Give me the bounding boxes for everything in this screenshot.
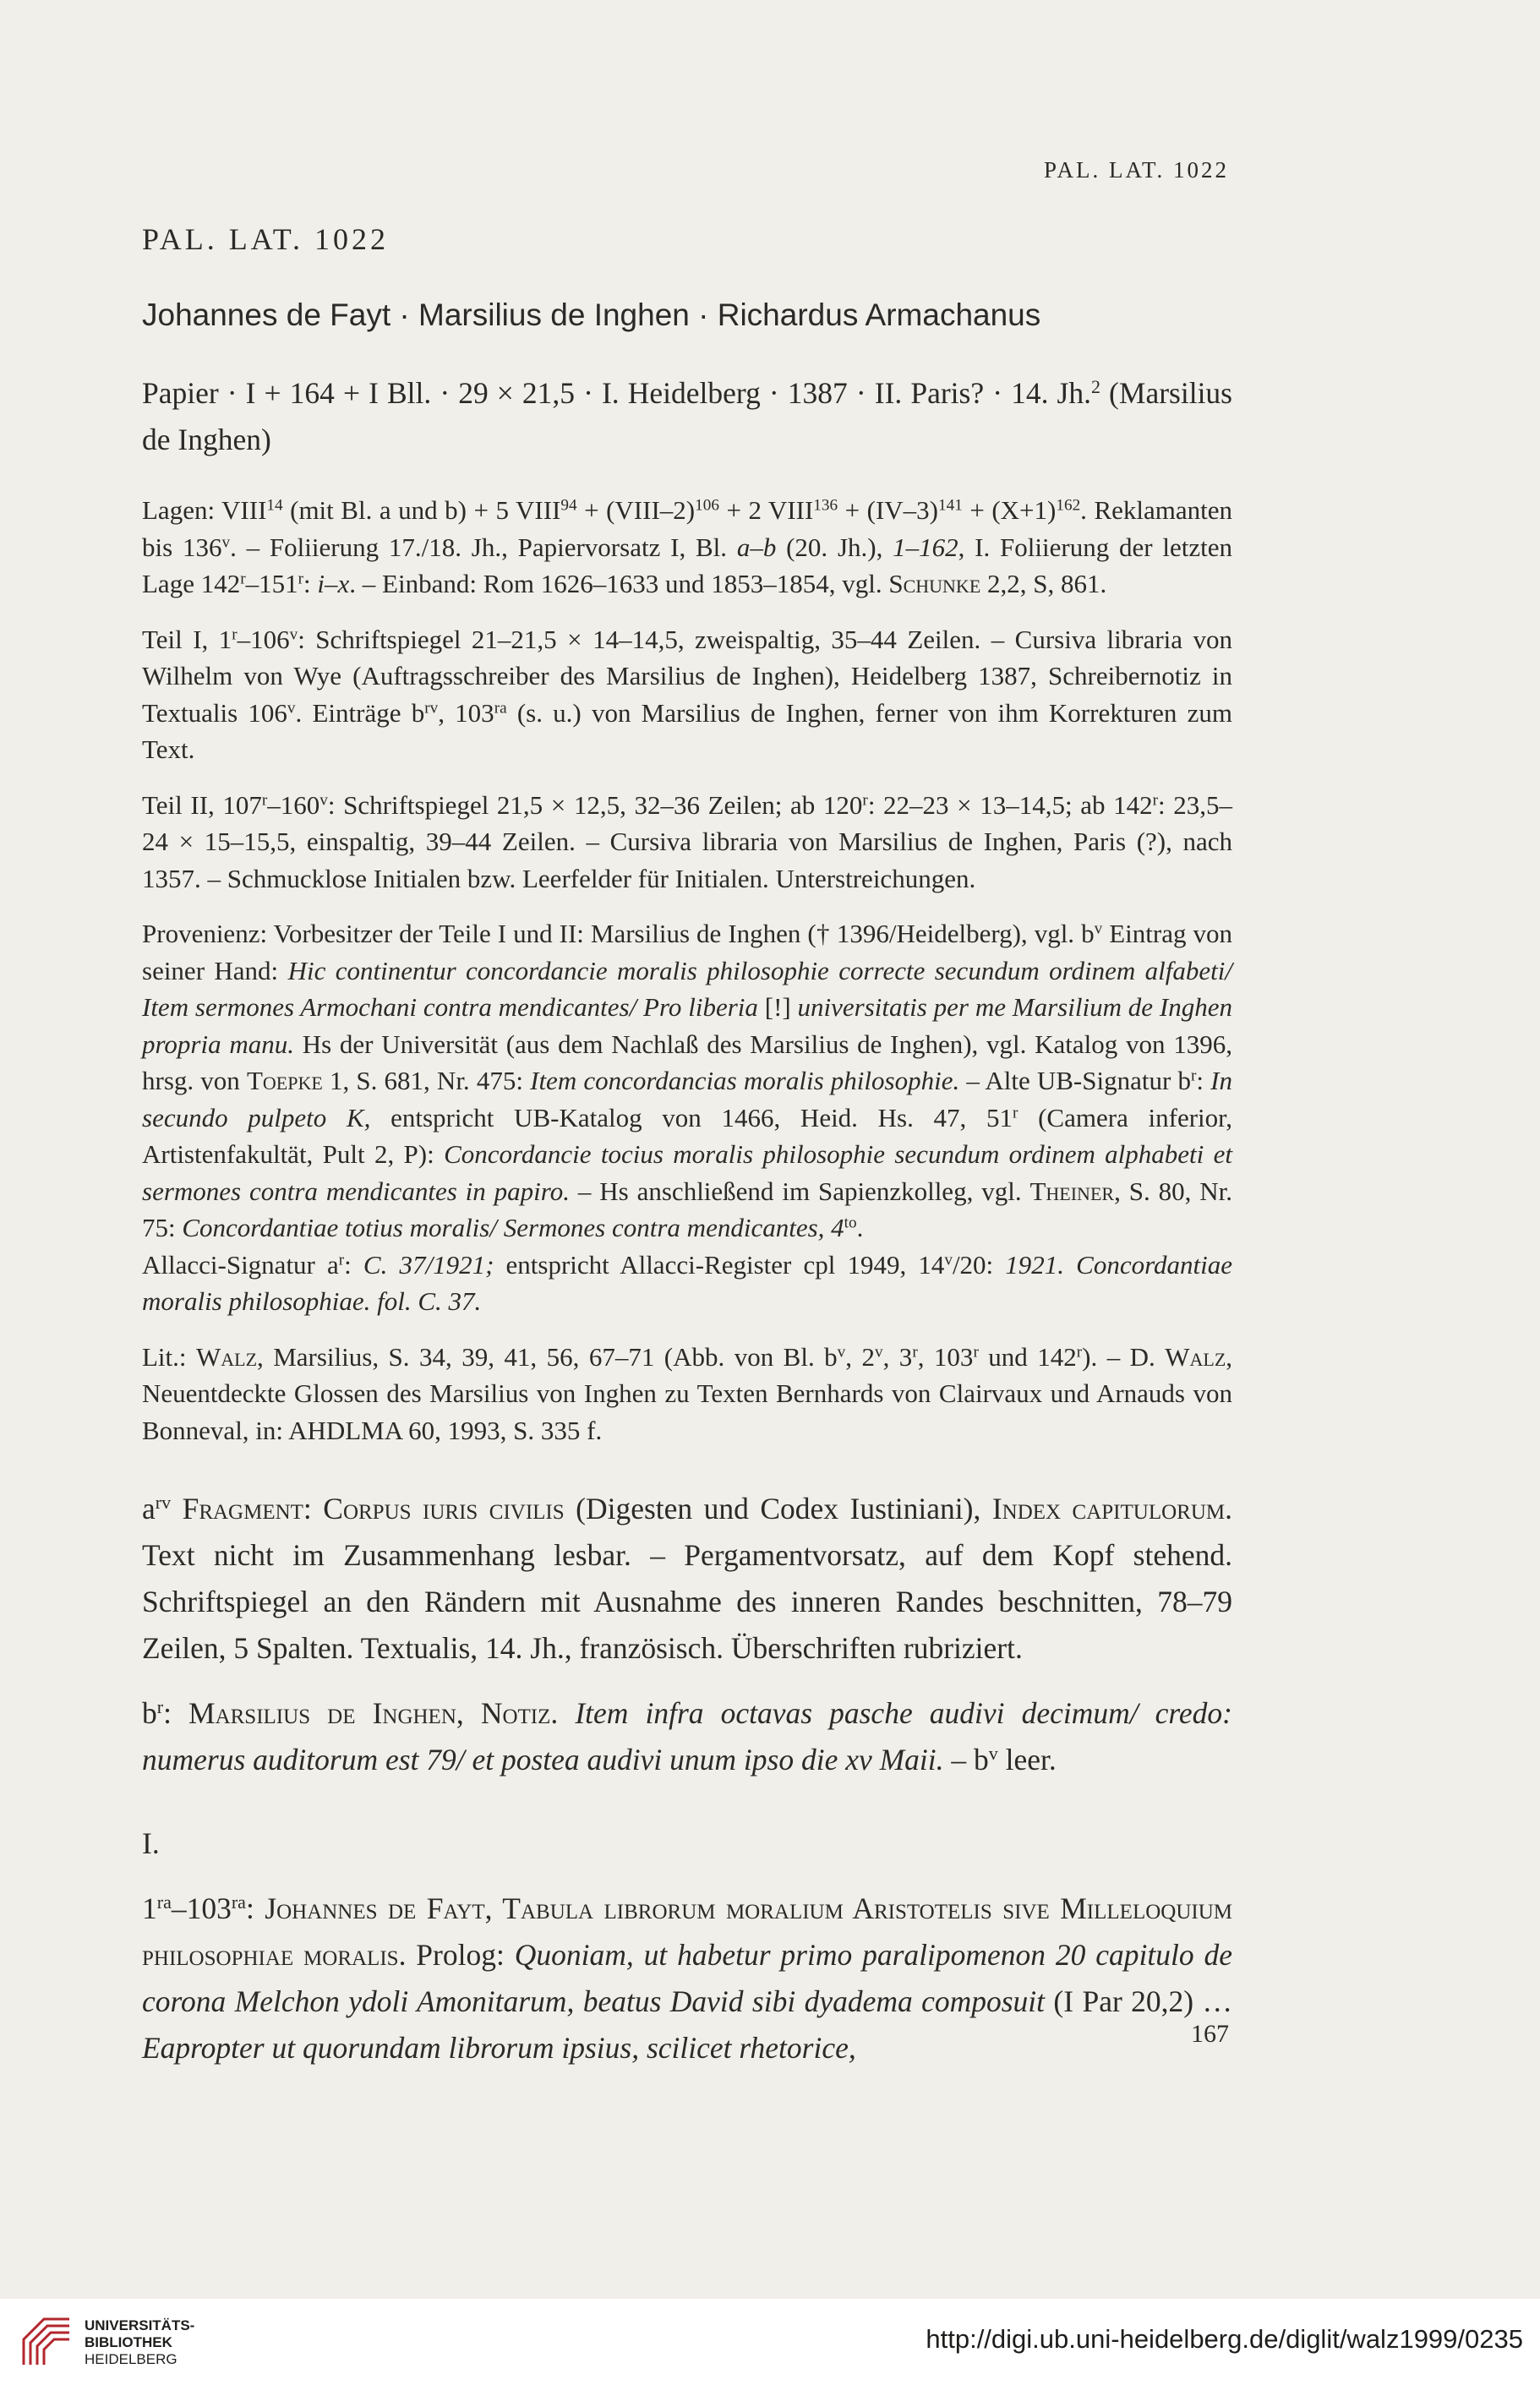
text: (Digesten und Codex Iustiniani),: [564, 1492, 992, 1525]
text: , S. 80, Nr. 75:: [142, 1176, 1232, 1242]
superscript: 14: [266, 496, 283, 515]
text: entspricht UB-Katalog von 1466, Heid. Hs. 47, 51: [370, 1102, 1013, 1132]
text: [!]: [757, 992, 798, 1022]
text: :: [344, 1249, 363, 1280]
text: – Hs anschließend im Sapienzkolleg, vgl.: [569, 1176, 1030, 1206]
text: Papier · I + 164 + I Bll. · 29 × 21,5 · I. Heidelberg · 1387 · II. Paris? · 14. Jh.: [142, 376, 1091, 410]
text: (Camera inferior, Artistenfakultät, Pult 2, P):: [142, 1102, 1232, 1169]
physical-description: [142, 370, 1232, 463]
superscript: r: [240, 570, 246, 588]
part-two-description: [142, 787, 1232, 898]
text: :: [1196, 1066, 1211, 1095]
superscript: 136: [813, 496, 838, 515]
superscript: r: [232, 625, 238, 643]
text: (Marsilius de Inghen): [142, 376, 1232, 456]
superscript: v: [287, 698, 296, 717]
content-fragment-a: [142, 1486, 1232, 1672]
text: . – Einband: Rom 1626–1633 und 1853–1854, vgl.: [349, 569, 889, 598]
superscript: 94: [560, 496, 577, 515]
text: :: [163, 1696, 189, 1730]
italic-text: a–b: [736, 532, 777, 562]
author-name: Schunke: [888, 569, 981, 598]
text: [171, 1492, 182, 1525]
superscript: rv: [155, 1491, 172, 1513]
text: entspricht Allacci-Register cpl 1949, 14: [494, 1249, 945, 1280]
work-title: Marsilius de Inghen, Notiz: [188, 1696, 551, 1730]
library-name-line: HEIDELBERG: [85, 2351, 177, 2367]
text: – b: [943, 1743, 989, 1776]
superscript: r: [338, 1250, 345, 1269]
text: : 22–23 × 13–14,5; ab 142: [867, 789, 1153, 820]
text: , I. Foliierung der letzten Lage 142: [142, 532, 1232, 598]
text: Teil II, 107: [142, 789, 262, 820]
superscript: ra: [231, 1891, 246, 1913]
superscript: v: [319, 790, 328, 809]
superscript: 162: [1056, 496, 1081, 515]
work-title: Johannes de Fayt, Tabula librorum moralium Aristotelis sive Milleloquium philosophiae moralis: [142, 1891, 1232, 1972]
text: Teil I, 1: [142, 624, 232, 654]
superscript: 2: [1090, 375, 1100, 397]
superscript: r: [1190, 1067, 1197, 1085]
text: , 2: [845, 1341, 875, 1372]
catalog-entry: [142, 370, 1232, 2071]
text: , 103: [917, 1341, 974, 1372]
superscript: v: [221, 532, 231, 551]
author-name: Theiner: [1029, 1176, 1115, 1206]
superscript: r: [1152, 790, 1159, 809]
text: . Text nicht im Zusammenhang lesbar. – Pergamentvorsatz, auf dem Kopf stehend. Schriftspiegel an den Rändern mit Ausnahme des inneren Randes beschnitten, 78–79 Zeilen, 5 Spalten. Textualis, 14. Jh., französisch. Überschriften rubriziert.: [142, 1492, 1232, 1665]
superscript: v: [988, 1742, 998, 1764]
superscript: v: [1094, 920, 1103, 938]
literature: [142, 1339, 1232, 1449]
text: . – Foliierung 17./18. Jh., Papiervorsatz I, Bl.: [230, 532, 737, 562]
page-number: 167: [1191, 2020, 1229, 2048]
italic-text: In secundo pulpeto K,: [142, 1066, 1232, 1132]
superscript: v: [944, 1250, 953, 1269]
text: , 3: [882, 1341, 913, 1372]
superscript: ra: [156, 1891, 172, 1913]
italic-text: Eapropter ut quorundam librorum ipsius, scilicet rhetorice,: [142, 2031, 856, 2065]
author-name: Walz: [1165, 1341, 1226, 1372]
italic-text: i–x: [317, 569, 350, 598]
italic-text: C. 37/1921;: [363, 1249, 494, 1280]
text: – Alte UB-Signatur b: [959, 1066, 1191, 1095]
text: :: [245, 1891, 265, 1925]
author-name: Toepke: [246, 1066, 323, 1095]
text: : Schriftspiegel 21–21,5 × 14–14,5, zweispaltig, 35–44 Zeilen. – Cursiva libraria von Wilhelm von Wye (Auftragsschreiber des Marsilius de Inghen), Heidelberg 1387, Schreibernotiz in Textualis 106: [142, 624, 1232, 728]
text: . Einträge b: [295, 697, 425, 728]
superscript: v: [874, 1342, 883, 1361]
library-logo-icon: [19, 2314, 74, 2370]
text: , Neuentdeckte Glossen des Marsilius von Inghen zu Texten Bernhards von Clairvaux und Arnauds von Bonneval, in: AHDLMA 60, 1993, S. 335 f.: [142, 1341, 1233, 1445]
text: a: [142, 1492, 156, 1525]
superscript: to: [844, 1214, 857, 1232]
text: + (VIII–2): [576, 495, 696, 525]
superscript: v: [837, 1342, 846, 1361]
text: (I Par 20,2) …: [1045, 1984, 1232, 2018]
superscript: r: [862, 790, 868, 809]
italic-text: Quoniam, ut habetur primo paralipomenon 20 capitulo de corona Melchon ydoli Amonitarum, beatus David sibi dyadema composuit: [142, 1938, 1232, 2018]
superscript: r: [912, 1342, 918, 1361]
text: –106: [237, 624, 290, 654]
work-title: Index capitulorum: [991, 1492, 1226, 1525]
text: –103: [171, 1891, 232, 1925]
author-name: Walz: [195, 1341, 258, 1372]
superscript: 141: [937, 496, 963, 515]
superscript: ra: [494, 698, 507, 717]
italic-text: Concordancie tocius moralis philosophie secundum ordinem alphabeti et sermones contra mendicantes in papiro.: [142, 1139, 1232, 1206]
text: /20:: [952, 1249, 1006, 1280]
text: –151: [245, 569, 298, 598]
italic-text: Item infra octavas pasche audivi decimum/ credo: numerus auditorum est 79/ et postea audivi unum ipso die xv Maii.: [142, 1696, 1232, 1776]
text: + (IV–3): [838, 495, 938, 525]
text: –160: [267, 789, 320, 820]
text: , Marsilius, S. 34, 39, 41, 56, 67–71 (Abb. von Bl. b: [257, 1341, 838, 1372]
italic-text: universitatis per me Marsilium de Inghen propria manu.: [142, 992, 1232, 1059]
superscript: v: [289, 625, 298, 643]
text: + 2 VIII: [718, 495, 814, 525]
text: + (X+1): [962, 495, 1057, 525]
allacci-signature: [142, 1247, 1232, 1320]
text: b: [142, 1696, 157, 1730]
library-name: [85, 2317, 194, 2368]
text: Provenienz: Vorbesitzer der Teile I und II: Marsilius de Inghen († 1396/Heidelberg), vgl. b: [142, 919, 1095, 948]
text: 2,2, S, 861.: [980, 569, 1107, 598]
text: (s. u.) von Marsilius de Inghen, ferner von ihm Korrekturen zum Text.: [142, 697, 1232, 764]
text: .: [550, 1696, 576, 1730]
superscript: r: [261, 790, 268, 809]
superscript: r: [1076, 1342, 1083, 1361]
text: Eintrag von seiner Hand:: [142, 919, 1232, 985]
text: 1, S. 681, Nr. 475:: [322, 1066, 531, 1095]
text: ). – D.: [1082, 1341, 1166, 1372]
text: .: [856, 1213, 864, 1242]
running-head: PAL. LAT. 1022: [1043, 157, 1229, 183]
source-url-link[interactable]: http://digi.ub.uni-heidelberg.de/diglit/walz1999/0235: [926, 2324, 1523, 2354]
superscript: 106: [695, 496, 719, 515]
superscript: r: [973, 1342, 979, 1361]
text: (mit Bl. a und b) + 5 VIII: [282, 495, 561, 525]
text: . Reklamanten bis 136: [142, 495, 1232, 562]
shelfmark: PAL. LAT. 1022: [142, 222, 390, 256]
page-title: Johannes de Fayt · Marsilius de Inghen · Richardus Armachanus: [142, 297, 1041, 332]
text: : 23,5–24 × 15–15,5, einspaltig, 39–44 Zeilen. – Cursiva libraria von Marsilius de Inghen, Paris (?), nach 1357. – Schmucklose Initialen bzw. Leerfelder für Initialen. Unterstreichungen.: [142, 789, 1232, 893]
italic-text: Concordantiae totius moralis/ Sermones contra mendicantes, 4: [182, 1213, 844, 1242]
superscript: r: [1013, 1103, 1018, 1122]
footer-bar: [0, 2299, 1540, 2385]
text: , 103: [438, 697, 494, 728]
italic-text: Hic continentur concordancie moralis philosophie correcte secundum ordinem alfabeti/ Item sermones Armochani contra mendicantes/ Pro liberia: [142, 955, 1232, 1022]
library-name-line: UNIVERSITÄTS-: [85, 2317, 195, 2333]
quire-description: [142, 492, 1232, 603]
text: (20. Jh.),: [776, 532, 893, 562]
text: :: [303, 569, 318, 598]
section-heading: I.: [142, 1826, 160, 1860]
superscript: rv: [424, 698, 439, 717]
text: und 142: [978, 1341, 1077, 1372]
provenance: [142, 915, 1232, 1247]
text: Hs der Universität (aus dem Nachlaß des Marsilius de Inghen), vgl. Katalog von 1396, hrsg. von: [142, 1029, 1232, 1095]
text: 1: [142, 1891, 157, 1925]
text: . Prolog:: [398, 1938, 515, 1972]
content-item-1: [142, 1886, 1232, 2071]
text: Lagen: VIII: [142, 495, 267, 525]
text: Lit.:: [142, 1341, 196, 1372]
part-one-description: [142, 621, 1232, 768]
superscript: r: [156, 1695, 164, 1717]
text: Allacci-Signatur a: [142, 1249, 339, 1280]
work-title: Fragment: Corpus iuris civilis: [182, 1492, 565, 1525]
content-note-b: [142, 1690, 1232, 1783]
superscript: r: [298, 570, 304, 588]
text: : Schriftspiegel 21,5 × 12,5, 32–36 Zeilen; ab 120: [327, 789, 863, 820]
italic-text: 1921. Concordantiae moralis philosophiae. fol. C. 37.: [142, 1249, 1233, 1316]
italic-text: Item concordancias moralis philosophie.: [530, 1066, 960, 1095]
text: leer.: [997, 1743, 1057, 1776]
library-name-line: BIBLIOTHEK: [85, 2334, 172, 2350]
italic-text: 1–162: [893, 532, 958, 562]
